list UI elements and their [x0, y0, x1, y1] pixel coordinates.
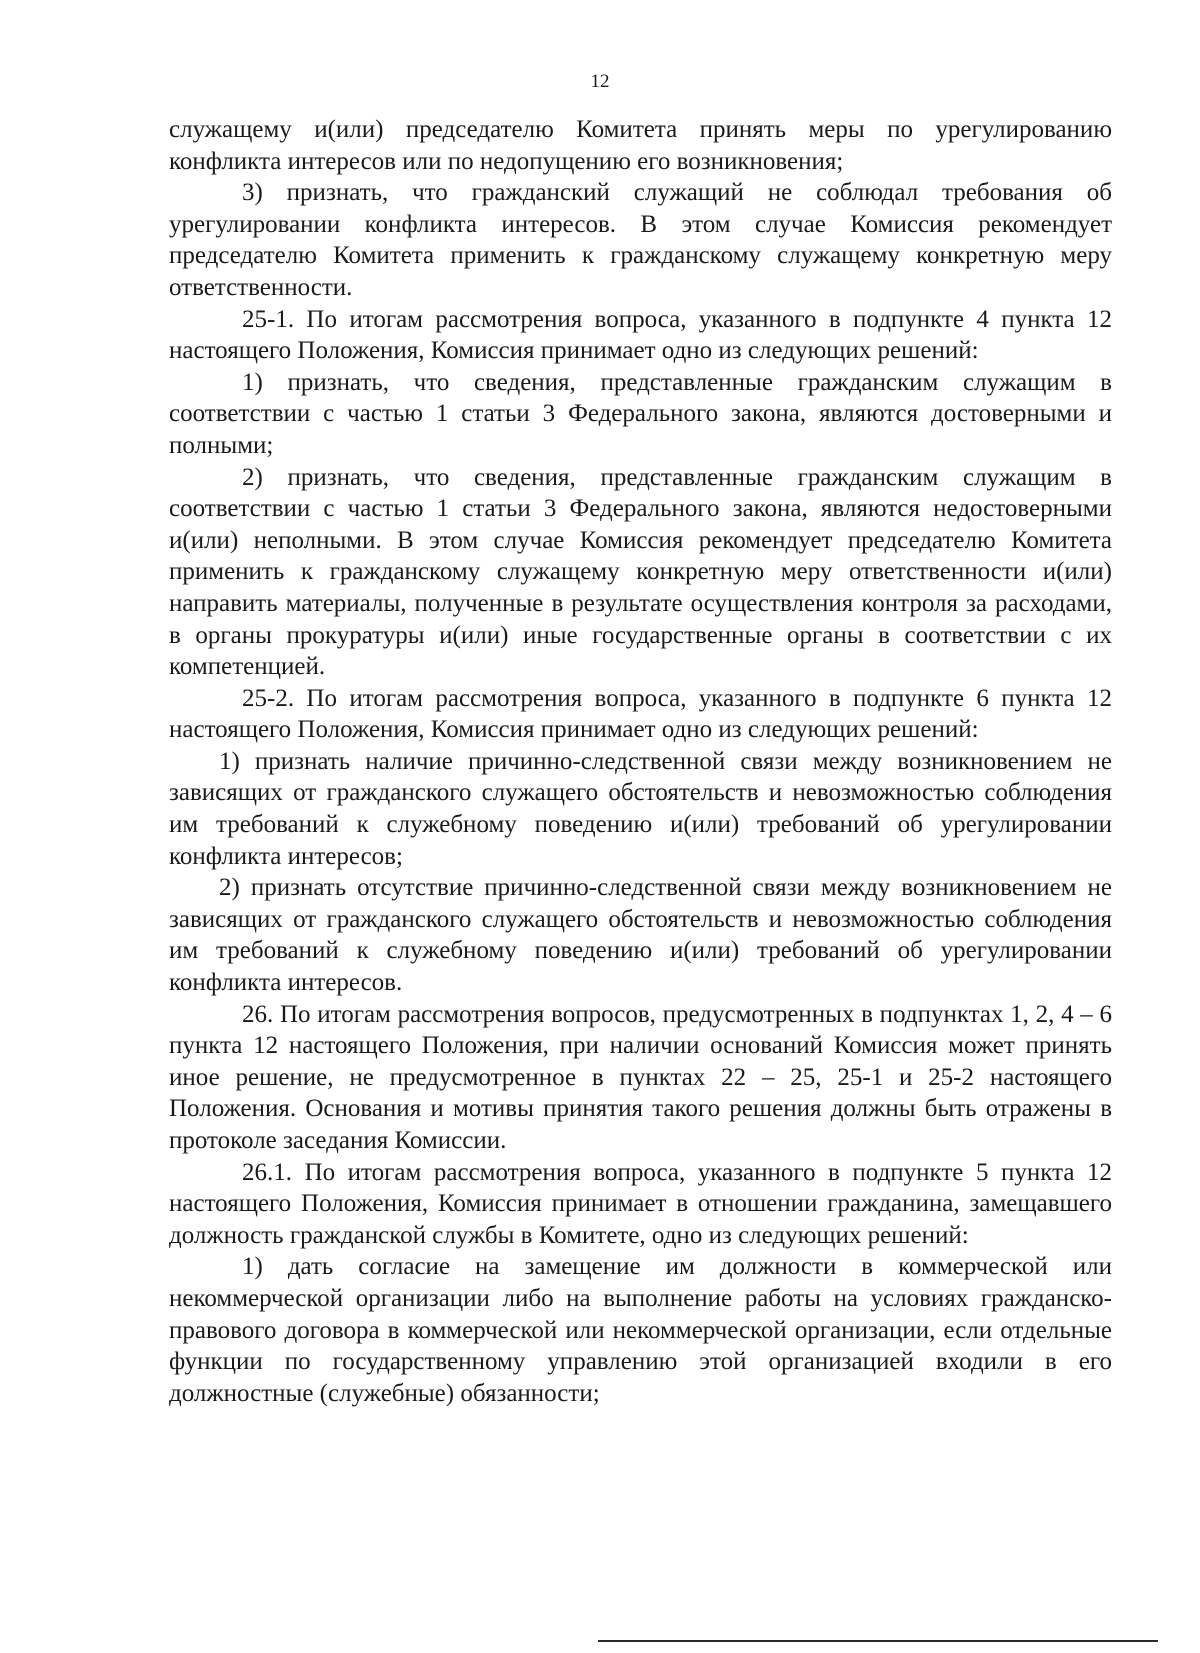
paragraph-25-1-item-1: 1) признать, что сведения, представленные гражданским служащим в соответствии с частью 1 статьи 3 Федерального закона, являются достоверными и полными;	[169, 368, 1112, 459]
paragraph-25-2-item-2: 2) признать отсутствие причинно-следственной связи между возникновением не зависящих от гражданского служащего обстоятельств и невозможностью соблюдения им требований к служебному поведению и(или) требований об урегулировании конфликта интересов.	[169, 874, 1112, 997]
paragraph-item-3-conflict: 3) признать, что гражданский служащий не соблюдал требования об урегулировании конфликта интересов. В этом случае Комиссия рекомендует председателю Комитета применить к гражданскому служащему конкретную меру ответственности.	[169, 179, 1112, 301]
page-number: 12	[590, 71, 610, 92]
document-body	[169, 114, 1112, 1409]
paragraph-25-2-item-1: 1) признать наличие причинно-следственной связи между возникновением не зависящих от гражданского служащего обстоятельств и невозможностью соблюдения им требований к служебному поведению и(или) требований об урегулировании конфликта интересов;	[169, 747, 1112, 870]
paragraph-26-1: 26.1. По итогам рассмотрения вопроса, указанного в подпункте 5 пункта 12 настоящего Положения, Комиссия принимает в отношении гражданина, замещавшего должность гражданской службы в Комитете, одно из следующих решений:	[169, 1158, 1112, 1249]
paragraph-25-1: 25-1. По итогам рассмотрения вопроса, указанного в подпункте 4 пункта 12 настоящего Положения, Комиссия принимает одно из следующих решений:	[169, 305, 1112, 365]
paragraph-26: 26. По итогам рассмотрения вопросов, предусмотренных в подпунктах 1, 2, 4 – 6 пункта 12 настоящего Положения, при наличии оснований Комиссия может принять иное решение, не предусмотренное в пунктах 22 – 25, 25-1 и 25-2 настоящего Положения. Основания и мотивы принятия такого решения должны быть отражены в протоколе заседания Комиссии.	[169, 1000, 1112, 1154]
paragraph-26-1-item-1: 1) дать согласие на замещение им должности в коммерческой или некоммерческой организации либо на выполнение работы на условиях гражданско-правового договора в коммерческой или некоммерческой организации, если отдельные функции по государственному управлению этой организацией входили в его должностные (служебные) обязанности;	[169, 1253, 1112, 1407]
footer-rule	[598, 1640, 1158, 1642]
paragraph-continuation: служащему и(или) председателю Комитета принять меры по урегулированию конфликта интересов или по недопущению его возникновения;	[169, 116, 1112, 175]
paragraph-25-2: 25-2. По итогам рассмотрения вопроса, указанного в подпункте 6 пункта 12 настоящего Положения, Комиссия принимает одно из следующих решений:	[169, 684, 1112, 744]
paragraph-25-1-item-2: 2) признать, что сведения, представленные гражданским служащим в соответствии с частью 1 статьи 3 Федерального закона, являются недостоверными и(или) неполными. В этом случае Комиссия рекомендует председателю Комитета применить к гражданскому служащему конкретную меру ответственности и(или) направить материалы, полученные в результате осуществления контроля за расходами, в органы прокуратуры и(или) иные государственные органы в соответствии с их компетенцией.	[169, 463, 1112, 681]
